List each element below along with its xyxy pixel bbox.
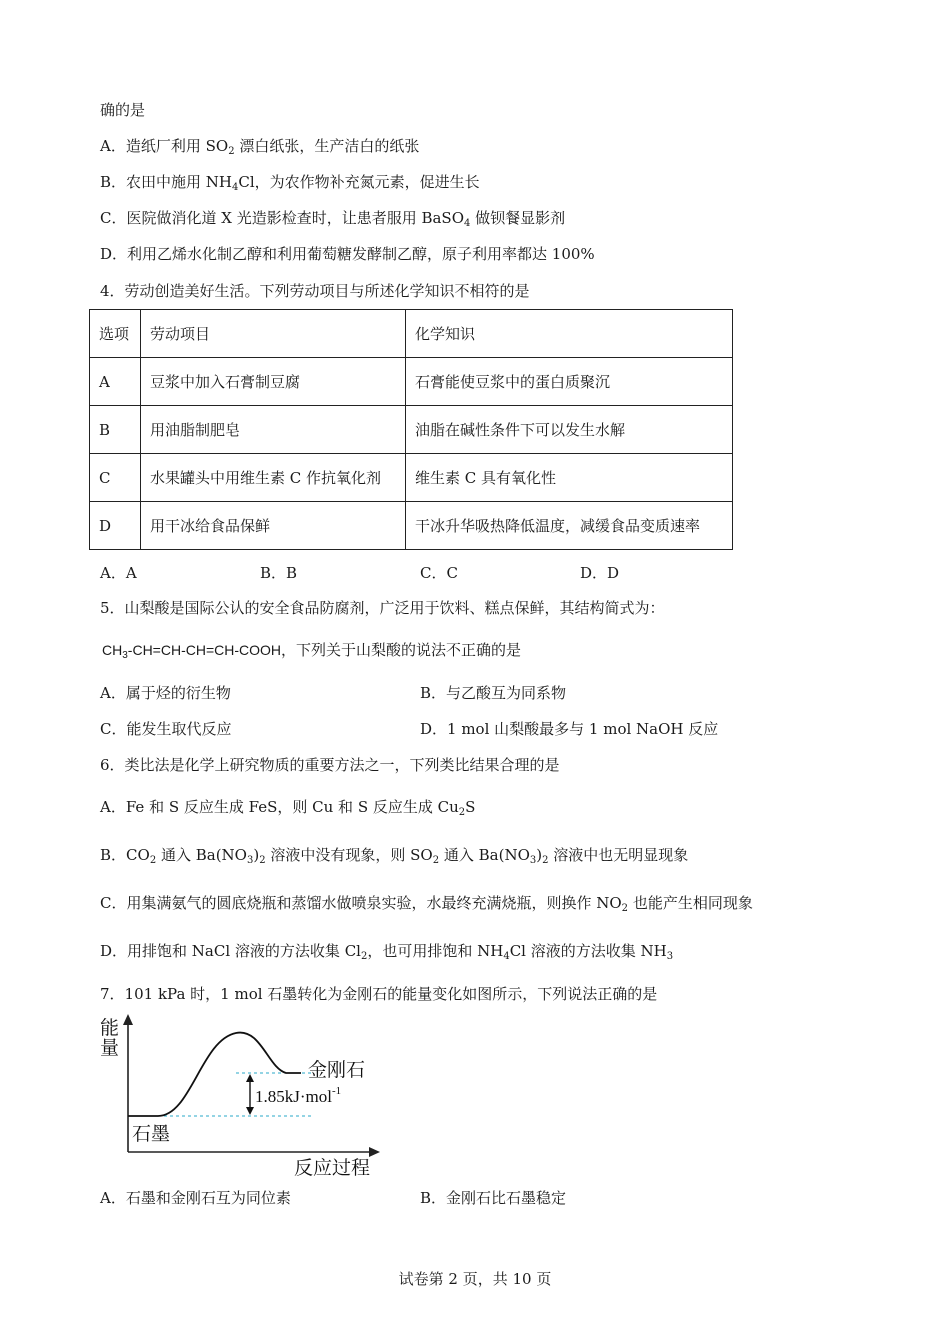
- table-cell: 干冰升华吸热降低温度，减缓食品变质速率: [406, 502, 733, 550]
- q5-stem: 5．山梨酸是国际公认的安全食品防腐剂，广泛用于饮料、糕点保鲜，其结构简式为：: [100, 599, 665, 617]
- table-row: [90, 406, 733, 454]
- q4-answer-b: B．B: [260, 564, 298, 582]
- table-cell: 维生素 C 具有氧化性: [406, 454, 733, 502]
- q5-option-d: D．1 mol 山梨酸最多与 1 mol NaOH 反应: [420, 720, 719, 738]
- table-cell: B: [90, 406, 141, 454]
- q3-option-b: B．农田中施用 $NH_4Cl$，为农作物补充氮元素，促进生长: [100, 173, 480, 193]
- table-cell: 用干冰给食品保鲜: [141, 502, 406, 550]
- q3-option-d: D．利用乙烯水化制乙醇和利用葡萄糖发酵制乙醇，原子利用率都达 100%: [100, 245, 595, 263]
- table-cell: 豆浆中加入石膏制豆腐: [141, 358, 406, 406]
- q5-option-c: C．能发生取代反应: [100, 720, 232, 738]
- q3-stem-continuation: 确的是: [100, 101, 146, 119]
- q4-table: [89, 309, 733, 550]
- table-cell: C: [90, 454, 141, 502]
- q4-answer-a: A．A: [100, 564, 137, 582]
- q5-option-a: A．属于烃的衍生物: [100, 684, 231, 702]
- q6-option-b: B．$CO_2$ 通入 $Ba(NO_3)_2$ 溶液中没有现象，则 $SO_2$ 通入 $Ba(NO_3)_2$ 溶液中也无明显现象: [100, 846, 689, 866]
- diamond-label: 金刚石: [308, 1059, 366, 1081]
- q4-answer-d: D．D: [580, 564, 620, 582]
- table-header-row: [90, 310, 733, 358]
- table-cell: A: [90, 358, 141, 406]
- q3-option-a: A．造纸厂利用 $SO_2$ 漂白纸张，生产洁白的纸张: [100, 137, 420, 157]
- q4-answer-c: C．C: [420, 564, 458, 582]
- table-cell: 水果罐头中用维生素 C 作抗氧化剂: [141, 454, 406, 502]
- table-cell: 石膏能使豆浆中的蛋白质聚沉: [406, 358, 733, 406]
- table-cell: D: [90, 502, 141, 550]
- q5-option-b: B．与乙酸互为同系物: [420, 684, 567, 702]
- q3-option-c: C．医院做消化道 X 光造影检查时，让患者服用 BaSO$_4$ 做钡餐显影剂: [100, 209, 566, 229]
- energy-value-label: 1.85kJ·mol$^{-1}$: [255, 1085, 342, 1106]
- table-header-cell: 选项: [90, 310, 141, 358]
- arrow-down-icon: [246, 1107, 254, 1115]
- table-row: [90, 454, 733, 502]
- q5-formula: $CH_3-CH=CH-CH=CH$-COOH: [102, 642, 282, 661]
- table-row: [90, 502, 733, 550]
- graphite-label: 石墨: [132, 1123, 171, 1145]
- q7-option-b: B．金刚石比石墨稳定: [420, 1189, 567, 1207]
- arrow-up-icon: [246, 1074, 254, 1082]
- y-axis-arrow-icon: [123, 1014, 133, 1025]
- q6-option-d: D．用排饱和 NaCl 溶液的方法收集 $Cl_2$，也可用排饱和 $NH_4Cl$ 溶液的方法收集 $NH_3$: [100, 942, 674, 962]
- q7-option-a: A．石墨和金刚石互为同位素: [100, 1189, 291, 1207]
- table-row: [90, 358, 733, 406]
- x-axis-arrow-icon: [369, 1147, 380, 1157]
- y-label-1: 能: [100, 1017, 120, 1039]
- q5-formula-line: $CH_3-CH=CH-CH=CH$-COOH，下列关于山梨酸的说法不正确的是: [102, 641, 522, 661]
- page-footer: 试卷第 2 页，共 10 页: [398, 1270, 552, 1288]
- q7-stem: 7．101 kPa 时，1 mol 石墨转化为金刚石的能量变化如图所示，下列说法正确的是: [100, 985, 658, 1003]
- table-cell: 油脂在碱性条件下可以发生水解: [406, 406, 733, 454]
- q6-option-c: C．用集满氨气的圆底烧瓶和蒸馏水做喷泉实验，水最终充满烧瓶，则换作 $NO_2$ 也能产生相同现象: [100, 894, 753, 914]
- y-label-2: 量: [100, 1037, 120, 1059]
- q6-stem: 6．类比法是化学上研究物质的重要方法之一，下列类比结果合理的是: [100, 756, 560, 774]
- x-label: 反应过程: [294, 1157, 371, 1179]
- q6-option-a: A．Fe 和 S 反应生成 FeS，则 Cu 和 S 反应生成 $Cu_2S$: [100, 798, 476, 818]
- q4-stem: 4．劳动创造美好生活。下列劳动项目与所述化学知识不相符的是: [100, 282, 530, 300]
- energy-diagram: [96, 1010, 396, 1182]
- table-cell: 用油脂制肥皂: [141, 406, 406, 454]
- table-header-cell: 劳动项目: [141, 310, 406, 358]
- table-header-cell: 化学知识: [406, 310, 733, 358]
